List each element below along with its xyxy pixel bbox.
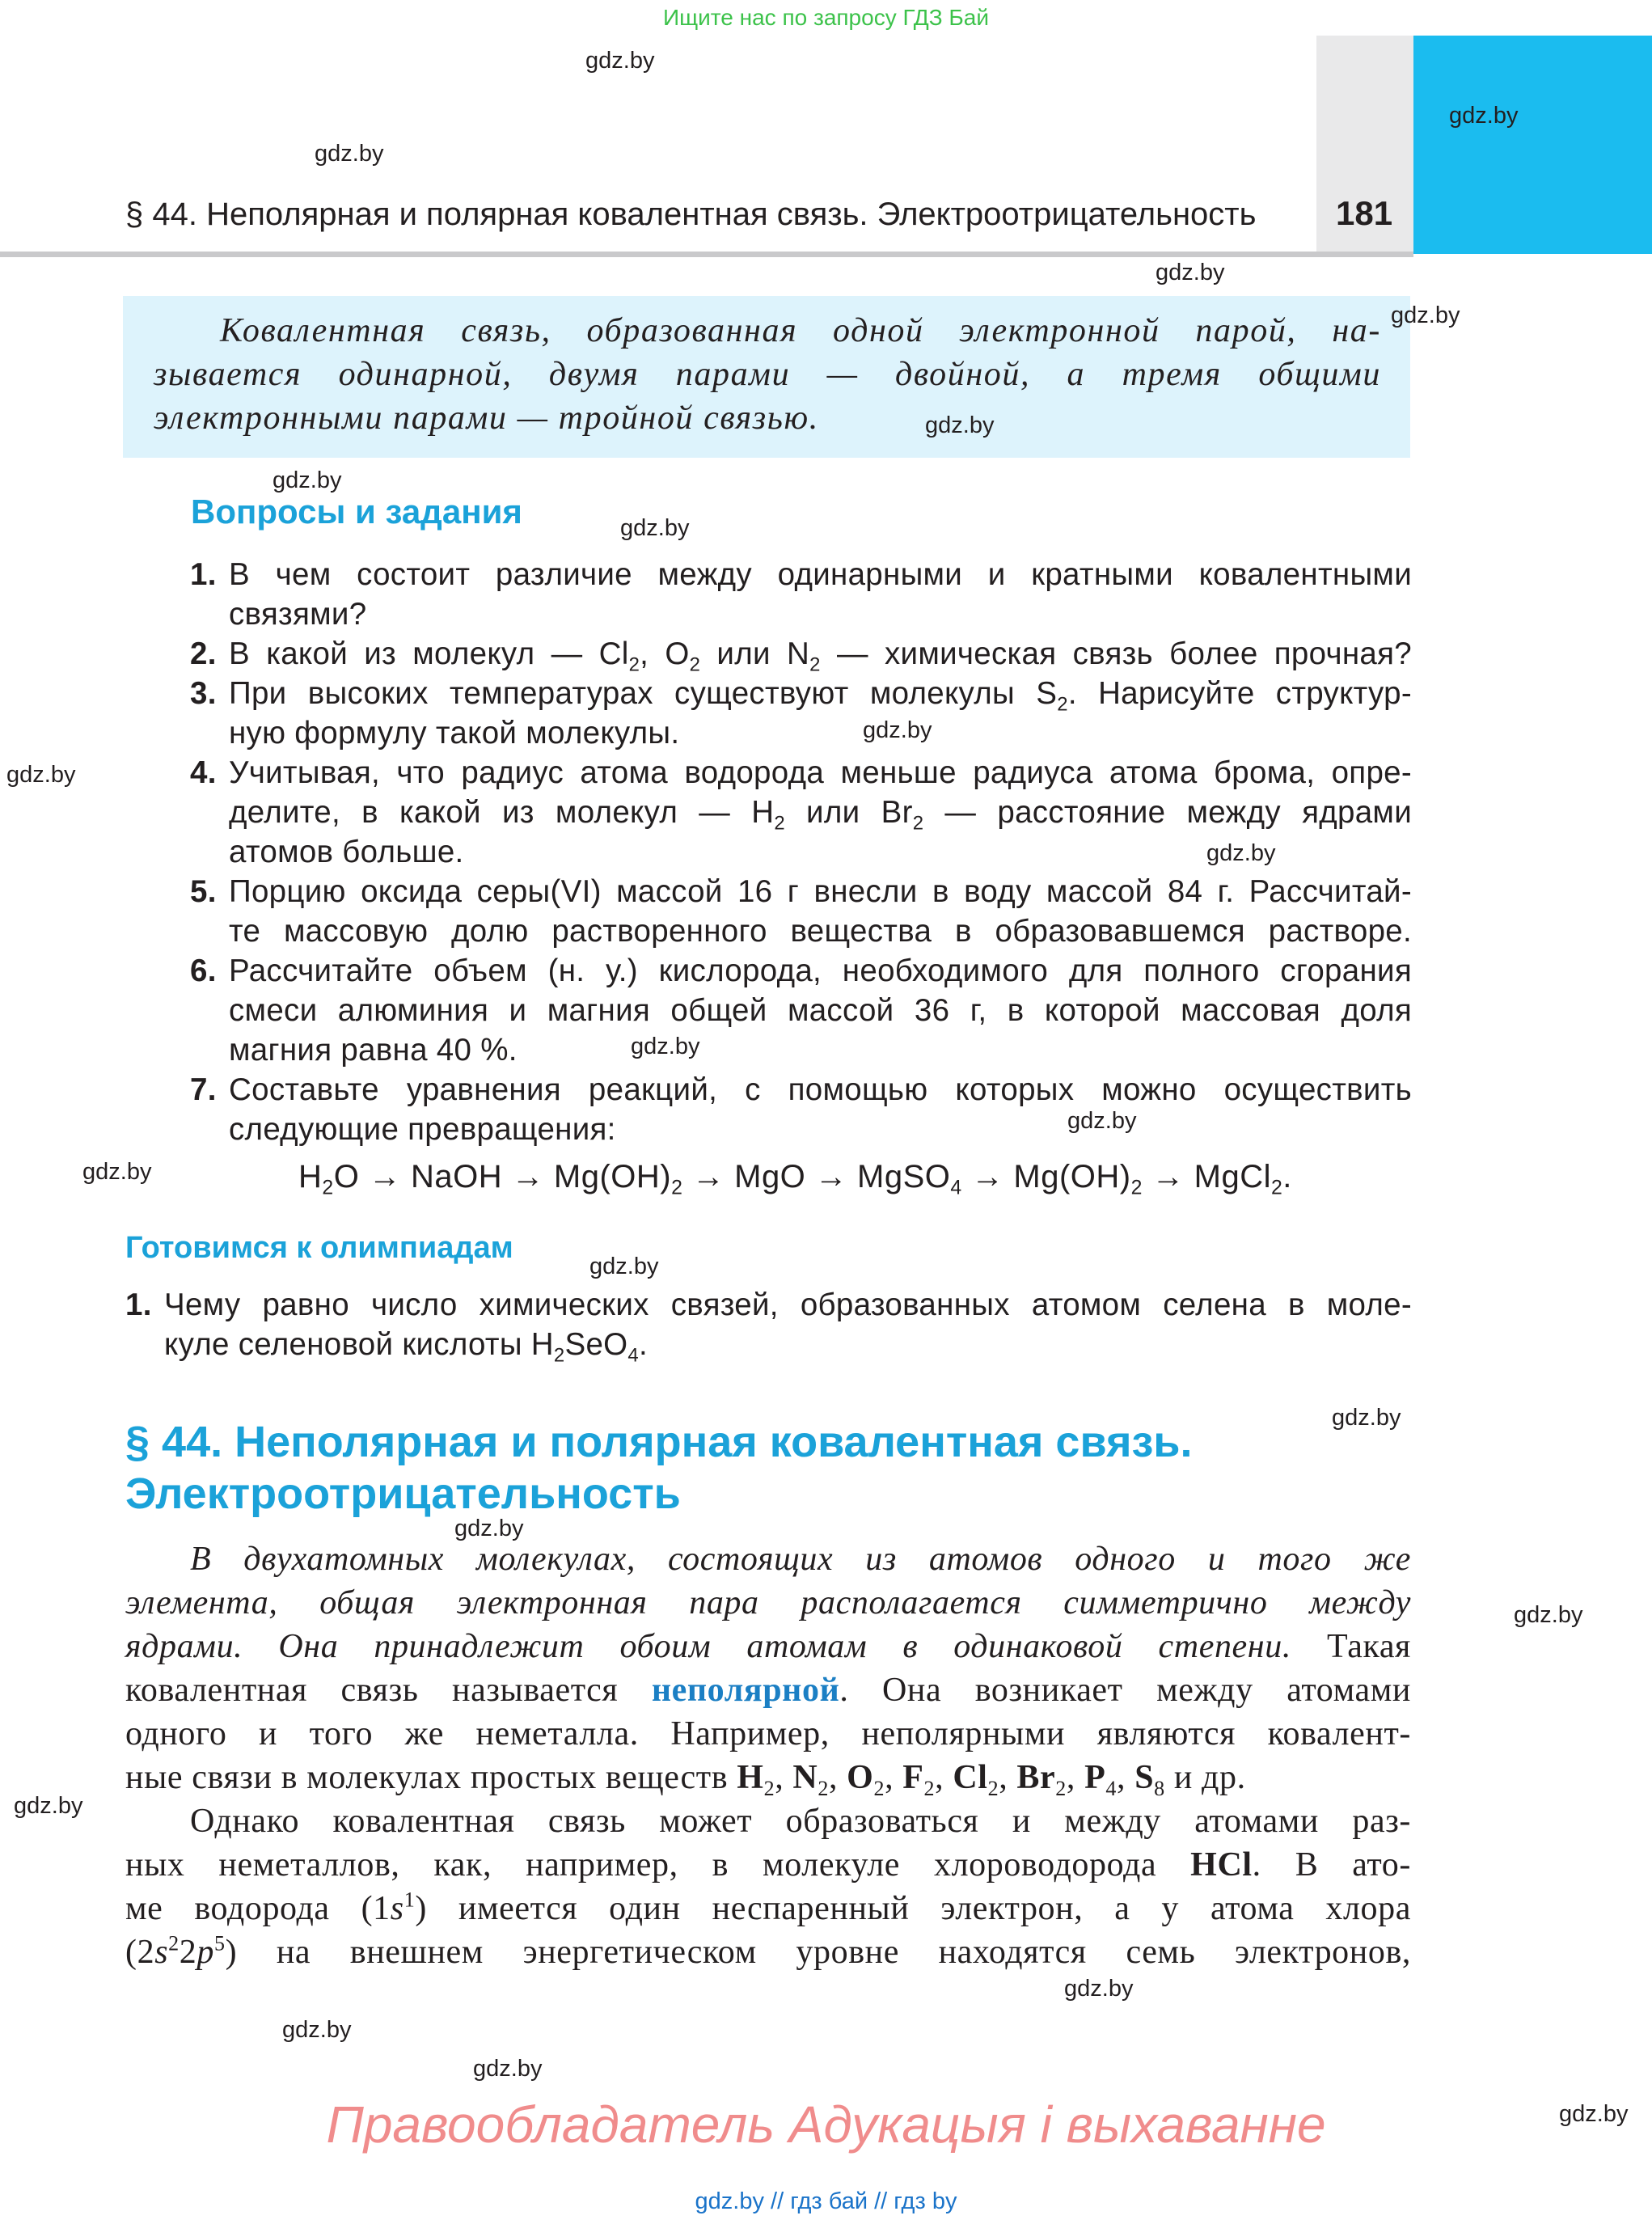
running-head: § 44. Неполярная и полярная ковалентная связь. Электроотрицательность: [125, 197, 1257, 232]
question-number: 4.: [190, 755, 217, 790]
question-line: В какой из молекул — $Cl_2$, $O_2$ или $N_2$ — химическая связь более прочная?: [229, 636, 1412, 676]
paragraph-title-line-2: Электроотрицательность: [125, 1469, 681, 1518]
watermark: gdz.by: [1391, 302, 1460, 328]
top-banner: Ищите нас по запросу ГДЗ Бай: [662, 5, 990, 30]
watermark: gdz.by: [1206, 840, 1276, 866]
question-number: 5.: [190, 874, 217, 909]
body-line: элемента, общая электронная пара располагается симметрично между: [125, 1584, 1411, 1621]
question-line: Учитывая, что радиус атома водорода меньше радиуса атома брома, опре-: [229, 755, 1412, 790]
definition-line-1: Ковалентная связь, образованная одной электронной парой, на-: [220, 312, 1381, 349]
watermark: gdz.by: [925, 412, 995, 438]
body-line: одного и того же неметалла. Например, неполярными являются ковалент-: [125, 1715, 1411, 1753]
watermark: gdz.by: [589, 1254, 659, 1279]
question-3: [190, 674, 1412, 753]
olympiad-line: Чему равно число химических связей, образованных атомом селена в моле-: [164, 1287, 1412, 1322]
watermark: gdz.by: [273, 467, 342, 493]
question-line: смеси алюминия и магния общей массой 36 г, в которой массовая доля: [229, 993, 1412, 1028]
question-2: [190, 634, 1412, 676]
paragraph-title: [125, 1416, 1193, 1520]
header-cyan-block: [1413, 36, 1652, 254]
paragraph-title-line-1: § 44. Неполярная и полярная ковалентная связь.: [125, 1418, 1193, 1466]
footer-links[interactable]: gdz.by // гдз бай // гдз by: [695, 2188, 957, 2214]
watermark: gdz.by: [1067, 1108, 1137, 1134]
watermark: gdz.by: [863, 717, 932, 743]
watermark: gdz.by: [620, 515, 690, 541]
watermark: gdz.by: [1064, 1976, 1134, 2002]
body-line: ковалентная связь называется неполярной. Она возникает между атомами: [125, 1672, 1411, 1709]
watermark: gdz.by: [1449, 103, 1519, 129]
question-line: следующие превращения:: [229, 1112, 616, 1147]
question-line: Порцию оксида серы(VI) массой 16 г внесли в воду массой 84 г. Рассчитай-: [229, 874, 1412, 909]
page-number: 181: [1336, 194, 1393, 232]
questions-title: Вопросы и задания: [191, 493, 522, 531]
watermark: gdz.by: [315, 141, 384, 167]
watermark: gdz.by: [82, 1159, 152, 1185]
question-7: [190, 1070, 1412, 1149]
question-number: 1.: [190, 557, 217, 592]
watermark: gdz.by: [454, 1516, 524, 1541]
paragraph-body: [125, 1537, 1411, 1974]
watermark: gdz.by: [6, 762, 76, 788]
watermark: gdz.by: [473, 2056, 543, 2082]
olympiad-task-1: [125, 1285, 1412, 1367]
question-line: связями?: [229, 597, 367, 632]
body-line: ных неметаллов, как, например, в молекуле хлороводорода HCl. В ато-: [125, 1846, 1411, 1884]
watermark: gdz.by: [1332, 1405, 1401, 1431]
olympiad-line: куле селеновой кислоты $H_2SeO_4$.: [164, 1327, 648, 1367]
question-line: В чем состоит различие между одинарными и кратными ковалентными: [229, 557, 1412, 592]
definition-line-3: электронными парами — тройной связью.: [154, 400, 819, 437]
question-1: [190, 555, 1412, 634]
question-line: те массовую долю растворенного вещества в образовавшемся растворе.: [229, 914, 1412, 949]
question-line: При высоких температурах существуют молекулы $S_2$. Нарисуйте структур-: [229, 676, 1412, 716]
definition-line-2: зывается одинарной, двумя парами — двойной, а тремя общими: [154, 356, 1381, 393]
watermark: gdz.by: [1559, 2101, 1629, 2127]
body-line: В двухатомных молекулах, состоящих из атомов одного и того же: [190, 1541, 1411, 1578]
question-line: атомов больше.: [229, 835, 464, 869]
watermark: gdz.by: [585, 48, 655, 74]
header-rule: [0, 252, 1413, 257]
question-line: Рассчитайте объем (н. у.) кислорода, необходимого для полного сгорания: [229, 953, 1412, 988]
reaction-chain: $H_2O$ → NaOH → $Mg(OH)_2$ → MgO → MgSO$_4$ → $Mg(OH)_2$ → MgCl$_2$.: [298, 1159, 1292, 1199]
keyword-nonpolar: неполярной: [651, 1672, 840, 1709]
question-5: [190, 872, 1412, 951]
watermark: gdz.by: [1156, 260, 1225, 285]
question-line: делите, в какой из молекул — $H_2$ или $Br_2$ — расстояние между ядрами: [229, 795, 1412, 835]
olympiad-title: Готовимся к олимпиадам: [125, 1231, 513, 1265]
question-number: 2.: [190, 636, 217, 671]
olympiad-task-number: 1.: [125, 1287, 152, 1322]
question-6: [190, 951, 1412, 1070]
copyright-notice: Правообладатель Адукацыя і выхаванне: [326, 2095, 1326, 2154]
question-number: 6.: [190, 953, 217, 988]
question-number: 7.: [190, 1072, 217, 1107]
question-line: Составьте уравнения реакций, с помощью которых можно осуществить: [229, 1072, 1412, 1107]
body-line: ядрами. Она принадлежит обоим атомам в одинаковой степени. Такая: [125, 1628, 1411, 1665]
definition-box: [123, 296, 1410, 458]
watermark: gdz.by: [1514, 1602, 1583, 1628]
body-line: Однако ковалентная связь может образоваться и между атомами раз-: [190, 1803, 1411, 1840]
body-line: ные связи в молекулах простых веществ $H_2$, $N_2$, $O_2$, $F_2$, $Cl_2$, $Br_2$, $P_4$, $S_8$ и др.: [125, 1759, 1246, 1801]
question-number: 3.: [190, 676, 217, 711]
body-line: ме водорода $(1s^1)$ имеется один неспаренный электрон, а у атома хлора: [125, 1888, 1411, 1927]
watermark: gdz.by: [14, 1793, 83, 1819]
question-line: магния равна 40 %.: [229, 1033, 518, 1068]
question-line: ную формулу такой молекулы.: [229, 716, 680, 750]
body-line: $(2s^22p^5)$ на внешнем энергетическом уровне находятся семь электронов,: [125, 1931, 1411, 1971]
watermark: gdz.by: [282, 2017, 352, 2043]
watermark: gdz.by: [631, 1034, 700, 1059]
